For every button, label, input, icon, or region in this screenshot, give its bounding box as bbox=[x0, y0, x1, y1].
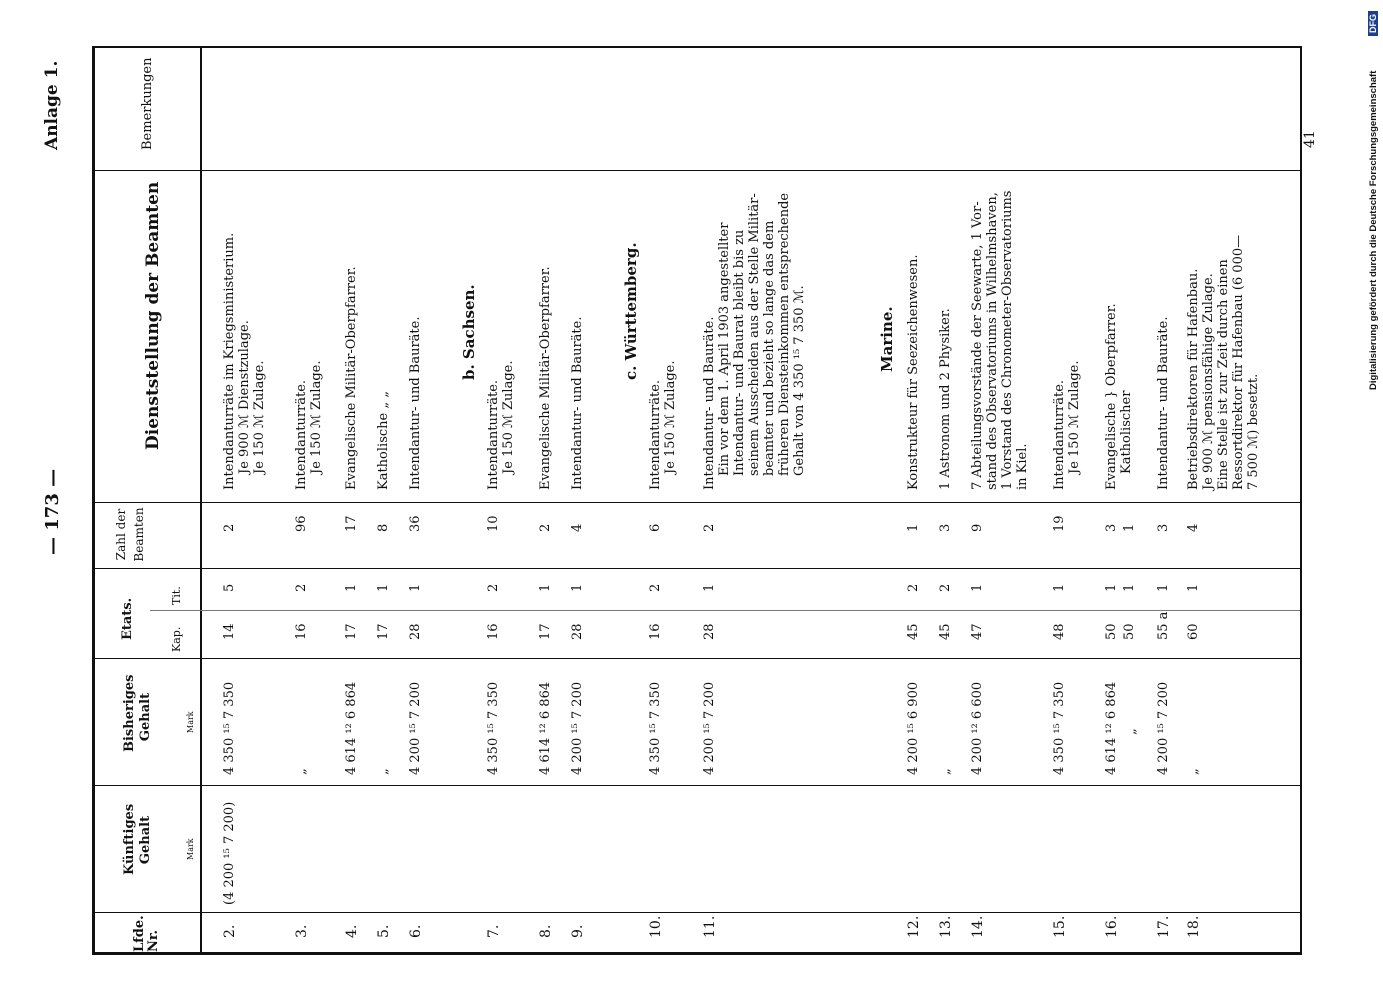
footer-credit: Digitalisierung gefördert durch die Deutsche Forschungsgemeinschaft bbox=[1368, 70, 1379, 390]
official-count: 96 bbox=[294, 515, 309, 532]
col-sep-count bbox=[92, 502, 1302, 503]
etats-kapitel: 28 bbox=[570, 623, 585, 640]
etats-titel: 2 bbox=[486, 583, 501, 592]
official-count: 8 bbox=[376, 523, 391, 532]
official-count: 17 bbox=[344, 515, 359, 532]
etats-kapitel: 47 bbox=[970, 623, 985, 640]
etats-kapitel: 17 bbox=[344, 623, 359, 640]
position-description-line: Evangelische Militär-Oberpfarrer. bbox=[344, 266, 359, 490]
previous-salary: 4 350 ¹⁵ 7 350 bbox=[648, 681, 663, 775]
etats-kapitel: 16 bbox=[648, 623, 663, 640]
header-position: Dienststellung der Beamten bbox=[143, 181, 163, 450]
row-number: 8. bbox=[538, 924, 554, 938]
position-description-line: Intendanturräte. bbox=[486, 379, 501, 490]
etats-kapitel: 28 bbox=[702, 623, 717, 640]
position-description-line: Katholischer bbox=[1119, 390, 1134, 474]
position-description-line: Intendantur- und Bauräte. bbox=[408, 316, 423, 490]
previous-salary: 4 200 ¹⁵ 7 200 bbox=[702, 681, 717, 775]
row-number: 16. bbox=[1104, 915, 1120, 938]
official-count-2: 1 bbox=[1122, 523, 1137, 532]
header-separator bbox=[200, 46, 202, 955]
row-number: 17. bbox=[1156, 915, 1172, 938]
etats-titel: 1 bbox=[1104, 583, 1119, 592]
position-description-line: seinem Ausscheiden aus der Stelle Militär- bbox=[747, 193, 762, 476]
etats-kapitel: 50 bbox=[1104, 623, 1119, 640]
position-description-line: 7 Abteilungsvorstände der Seewarte, 1 Vor- bbox=[970, 201, 985, 490]
future-salary: (4 200 ¹⁵ 7 200) bbox=[222, 801, 237, 905]
header-count: Zahl der Beamten bbox=[114, 507, 146, 562]
official-count: 3 bbox=[938, 523, 953, 532]
position-description-line: Konstrukteur für Seezeichenwesen. bbox=[906, 254, 921, 490]
official-count: 36 bbox=[408, 515, 423, 532]
etats-kapitel: 16 bbox=[486, 623, 501, 640]
position-description-line: Je 150 ℳ Zulage. bbox=[501, 360, 516, 474]
official-count: 2 bbox=[222, 523, 237, 532]
etats-kapitel: 14 bbox=[222, 623, 237, 640]
row-number: 14. bbox=[970, 915, 986, 938]
col-sep-future bbox=[92, 785, 1302, 786]
etats-titel: 1 bbox=[970, 583, 985, 592]
previous-salary: 4 350 ¹⁵ 7 350 bbox=[486, 681, 501, 775]
position-description-line: Katholische „ „ bbox=[376, 391, 391, 490]
section-heading: b. Sachsen. bbox=[460, 284, 478, 380]
header-tit: Tit. bbox=[170, 586, 183, 605]
dfg-logo: DFG bbox=[1368, 11, 1378, 36]
official-count: 4 bbox=[570, 523, 585, 532]
row-number: 18. bbox=[1186, 915, 1202, 938]
position-description-line: Eine Stelle ist zur Zeit durch einen bbox=[1216, 259, 1231, 490]
row-number: 9. bbox=[570, 924, 586, 938]
previous-salary: 4 200 ¹² 6 600 bbox=[970, 681, 985, 775]
official-count: 10 bbox=[486, 515, 501, 532]
row-number: 2. bbox=[222, 924, 238, 938]
position-description-line: Gehalt von 4 350 ¹⁵ 7 350 ℳ. bbox=[792, 285, 807, 476]
position-description-line: Evangelische } Oberpfarrer. bbox=[1104, 303, 1119, 490]
etats-kapitel: 45 bbox=[938, 623, 953, 640]
etats-titel: 1 bbox=[376, 583, 391, 592]
row-number: 7. bbox=[486, 924, 502, 938]
etats-titel: 1 bbox=[344, 583, 359, 592]
row-number: 6. bbox=[408, 924, 424, 938]
previous-salary: 4 350 ¹⁵ 7 350 bbox=[1052, 681, 1067, 775]
row-number: 11. bbox=[702, 915, 718, 938]
etats-kapitel: 48 bbox=[1052, 623, 1067, 640]
previous-salary: 4 200 ¹⁵ 7 200 bbox=[1156, 681, 1171, 775]
row-number: 15. bbox=[1052, 915, 1068, 938]
etats-titel: 5 bbox=[222, 583, 237, 592]
etats-kapitel: 55 a bbox=[1156, 611, 1171, 640]
position-description-line: Je 900 ℳ pensionsfähige Zulage. bbox=[1201, 273, 1216, 490]
col-sep-prev bbox=[92, 658, 1302, 659]
position-description-line: Intendanturräte. bbox=[294, 379, 309, 490]
position-description-line: Ein vor dem 1. April 1903 angestellter bbox=[717, 222, 732, 476]
position-description-line: Betriebsdirektoren für Hafenbau. bbox=[1186, 268, 1201, 490]
etats-titel: 1 bbox=[408, 583, 423, 592]
position-description-line: Intendanturräte. bbox=[1052, 379, 1067, 490]
table-left-border bbox=[92, 46, 95, 955]
row-number: 5. bbox=[376, 924, 392, 938]
etats-kapitel: 17 bbox=[376, 623, 391, 640]
position-description-line: stand des Observatoriums in Wilhelmshaven, bbox=[985, 192, 1000, 490]
page-number: — 173 — bbox=[42, 468, 63, 555]
position-description-line: Intendanturräte im Kriegsministerium. bbox=[222, 232, 237, 490]
position-description-line: Je 900 ℳ Dienstzulage. bbox=[237, 320, 252, 474]
position-description-line: 7 500 ℳ) besetzt. bbox=[1246, 373, 1261, 490]
etats-titel: 1 bbox=[1156, 583, 1171, 592]
position-description-line: Intendanturräte. bbox=[648, 379, 663, 490]
etats-kapitel: 16 bbox=[294, 623, 309, 640]
previous-salary: „ bbox=[938, 768, 953, 775]
etats-titel: 2 bbox=[906, 583, 921, 592]
previous-salary-2: „ bbox=[1124, 728, 1139, 735]
position-description-line: Je 150 ℳ Zulage. bbox=[1067, 360, 1082, 474]
position-description-line: beamter und bezieht so lange das dem bbox=[762, 220, 777, 476]
etats-titel: 1 bbox=[702, 583, 717, 592]
position-description-line: in Kiel. bbox=[1015, 443, 1030, 490]
header-etats: Etats. bbox=[120, 597, 135, 640]
position-description-line: Je 150 ℳ Zulage. bbox=[309, 360, 324, 474]
etats-titel: 2 bbox=[938, 583, 953, 592]
etats-kapitel: 45 bbox=[906, 623, 921, 640]
etats-titel: 1 bbox=[1052, 583, 1067, 592]
previous-salary: 4 200 ¹⁵ 6 900 bbox=[906, 681, 921, 775]
official-count: 6 bbox=[648, 523, 663, 532]
row-number: 4. bbox=[344, 924, 360, 938]
table-bottom-border bbox=[92, 952, 1302, 955]
previous-salary: 4 614 ¹² 6 864 bbox=[344, 681, 359, 775]
annex-label: Anlage 1. bbox=[42, 60, 62, 150]
etats-kapitel: 17 bbox=[538, 623, 553, 640]
position-description-line: Ressortdirektor für Hafenbau (6 000— bbox=[1231, 234, 1246, 490]
previous-salary: „ bbox=[294, 768, 309, 775]
official-count: 19 bbox=[1052, 515, 1067, 532]
official-count: 4 bbox=[1186, 523, 1201, 532]
official-count: 2 bbox=[702, 523, 717, 532]
previous-salary: „ bbox=[376, 768, 391, 775]
col-sep-tit bbox=[92, 568, 1302, 569]
side-note: 41 bbox=[1302, 130, 1318, 148]
header-future-salary: Künftiges Gehalt bbox=[122, 803, 153, 875]
position-description-line: Intendantur- und Bauräte. bbox=[570, 316, 585, 490]
position-description-line: Intendantur- und Bauräte. bbox=[1156, 316, 1171, 490]
etats-titel: 2 bbox=[648, 583, 663, 592]
header-prev-salary: Bisheriges Gehalt bbox=[122, 674, 153, 752]
position-description-line: Je 150 ℳ Zulage. bbox=[663, 360, 678, 474]
header-remarks: Bemerkungen bbox=[140, 57, 155, 150]
etats-titel: 2 bbox=[294, 583, 309, 592]
previous-salary: 4 614 ¹² 6 864 bbox=[538, 681, 553, 775]
position-description-line: Intendantur- und Baurat bleibt bis zu bbox=[732, 229, 747, 476]
col-sep-kap bbox=[150, 610, 1300, 611]
etats-kapitel-2: 50 bbox=[1122, 623, 1137, 640]
previous-salary: 4 200 ¹⁵ 7 200 bbox=[570, 681, 585, 775]
row-number: 3. bbox=[294, 924, 310, 938]
previous-salary: 4 350 ¹⁵ 7 350 bbox=[222, 681, 237, 775]
col-sep-position bbox=[92, 170, 1302, 171]
row-number: 12. bbox=[906, 915, 922, 938]
table-right-border bbox=[1300, 46, 1302, 955]
previous-salary: 4 200 ¹⁵ 7 200 bbox=[408, 681, 423, 775]
official-count: 3 bbox=[1104, 523, 1119, 532]
previous-salary: „ bbox=[1186, 768, 1201, 775]
position-description-line: 1 Vorstand des Chronometer-Observatoriums bbox=[1000, 190, 1015, 490]
official-count: 9 bbox=[970, 523, 985, 532]
position-description-line: 1 Astronom und 2 Physiker. bbox=[938, 308, 953, 490]
section-heading: c. Württemberg. bbox=[622, 242, 640, 380]
header-prev-unit: Mark bbox=[186, 711, 195, 733]
position-description-line: früheren Diensteinkommen entsprechende bbox=[777, 192, 792, 476]
header-nr: Lfde. Nr. bbox=[132, 915, 161, 952]
etats-titel: 1 bbox=[538, 583, 553, 592]
table-top-border bbox=[92, 46, 1302, 48]
position-description-line: Intendantur- und Bauräte. bbox=[702, 316, 717, 490]
official-count: 3 bbox=[1156, 523, 1171, 532]
official-count: 1 bbox=[906, 523, 921, 532]
header-kap: Kap. bbox=[170, 626, 183, 652]
etats-kapitel: 28 bbox=[408, 623, 423, 640]
etats-titel-2: 1 bbox=[1122, 583, 1137, 592]
official-count: 2 bbox=[538, 523, 553, 532]
row-number: 13. bbox=[938, 915, 954, 938]
etats-titel: 1 bbox=[1186, 583, 1201, 592]
col-sep-nr bbox=[92, 912, 1302, 913]
etats-titel: 1 bbox=[570, 583, 585, 592]
row-number: 10. bbox=[648, 915, 664, 938]
position-description-line: Evangelische Militär-Oberpfarrer. bbox=[538, 266, 553, 490]
previous-salary: 4 614 ¹² 6 864 bbox=[1104, 681, 1119, 775]
header-future-unit: Mark bbox=[186, 838, 195, 860]
position-description-line: Je 150 ℳ Zulage. bbox=[252, 360, 267, 474]
section-heading: Marine. bbox=[878, 306, 896, 372]
etats-kapitel: 60 bbox=[1186, 623, 1201, 640]
